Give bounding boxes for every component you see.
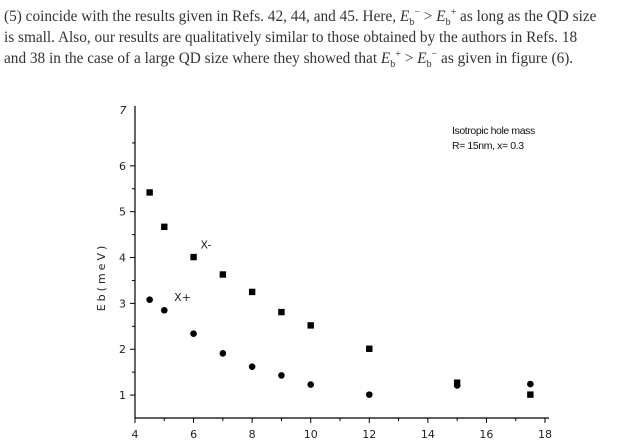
y-tick-label: 2 (119, 343, 126, 357)
eb-superscript: − (414, 6, 420, 18)
eb-subscript: b (445, 17, 451, 29)
eb-subscript: b (426, 59, 432, 71)
y-tick-label: 6 (119, 159, 126, 173)
x-minus-point (249, 289, 255, 295)
x-plus-point (307, 381, 314, 388)
x-tick-label: 4 (131, 428, 139, 441)
x-plus-point (278, 372, 285, 379)
y-tick-label: 5 (119, 205, 126, 219)
x-plus-point (249, 363, 256, 370)
x-tick-label: 10 (303, 428, 318, 441)
eb-superscript: + (395, 48, 401, 60)
y-tick-label-partial: 7 (119, 104, 127, 117)
x-tick-label: 8 (248, 428, 256, 441)
y-axis-label: Eb(meV) (95, 242, 108, 312)
legend-text-line: Isotropic hole mass (452, 125, 535, 137)
x-plus-point (146, 296, 153, 303)
y-tick-label: 1 (119, 389, 126, 403)
text-run: as long as the QD size (456, 8, 597, 25)
x-tick-label: 6 (190, 428, 198, 441)
x-minus-point (308, 322, 314, 328)
x-minus-point (527, 391, 533, 397)
eb-subscript: b (409, 17, 415, 29)
text-run: > (400, 50, 418, 67)
eb-subscript: b (390, 59, 396, 71)
text-run: and 38 in the case of a large QD size where they showed that (4, 50, 381, 67)
series-annotation: X+ (174, 291, 191, 305)
x-minus-point (278, 309, 284, 315)
eb-symbol: E (380, 50, 391, 67)
series-annotation: X- (200, 238, 212, 252)
x-plus-point (220, 350, 227, 357)
y-tick-label: 3 (119, 297, 126, 311)
eb-superscript: − (431, 48, 438, 60)
x-tick-label: 12 (362, 428, 377, 441)
eb-symbol: E (436, 8, 446, 25)
x-minus-point (161, 224, 167, 230)
y-tick-label: 4 (119, 251, 126, 265)
x-tick-label: 14 (420, 428, 435, 441)
legend-text-line: R= 15nm, x= 0.3 (452, 140, 524, 152)
x-minus-point (146, 189, 152, 195)
eb-symbol: E (417, 50, 427, 67)
x-plus-point (454, 382, 461, 389)
x-plus-point (366, 391, 373, 398)
x-minus-point (190, 254, 196, 260)
x-plus-point (527, 381, 534, 388)
eb-superscript: + (450, 6, 457, 18)
text-run: as given in figure (6). (437, 50, 574, 67)
text-run: > (419, 8, 437, 25)
x-minus-point (366, 346, 372, 352)
x-tick-label: 16 (479, 428, 494, 441)
x-plus-point (161, 307, 168, 314)
x-minus-point (220, 271, 226, 277)
text-run: (5) coincide with the results given in Refs. 42, 44, and 45. Here, (4, 8, 400, 25)
x-tick-label: 18 (538, 428, 552, 441)
paragraph-line-2: is small. Also, our results are qualitatively similar to those obtained by the authors in Refs. 18 (4, 29, 578, 46)
eb-symbol: E (399, 8, 410, 25)
x-plus-point (190, 330, 197, 337)
